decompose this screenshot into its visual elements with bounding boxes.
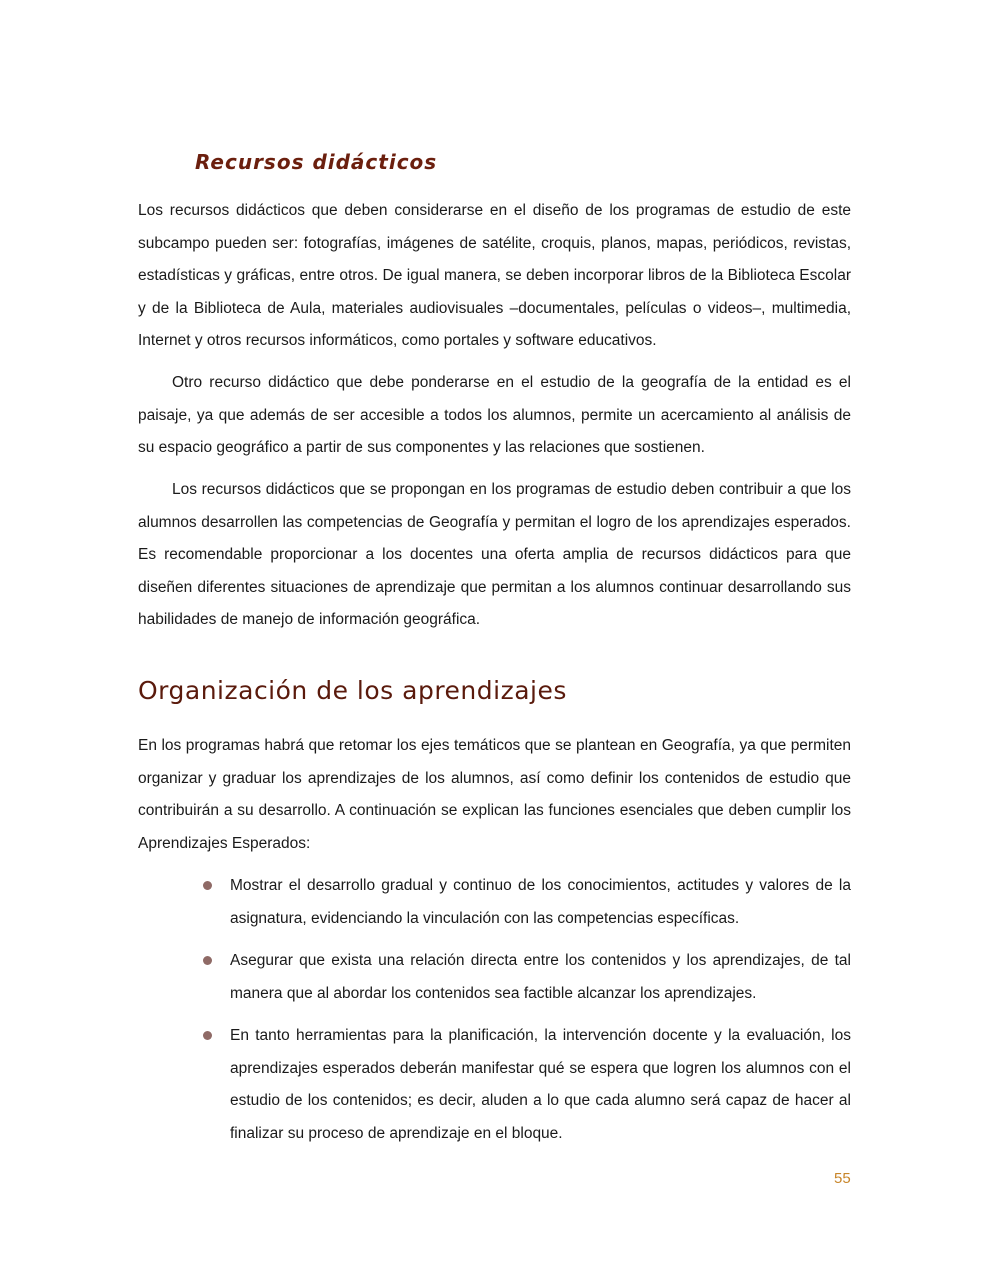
subsection-heading: Recursos didácticos bbox=[195, 150, 438, 174]
bullet-icon bbox=[203, 881, 212, 890]
page-number: 55 bbox=[834, 1170, 851, 1187]
list-item bbox=[230, 1020, 851, 1150]
paragraph-recursos-2: Otro recurso didáctico que debe ponderarse en el estudio de la geografía de la entidad es el paisaje, ya que además de ser accesible a todos los alumnos, permite un acercamiento al análisis de su espacio geográfico a partir de sus componentes y las relaciones que sostienen. bbox=[138, 374, 851, 456]
bullet-icon bbox=[203, 1031, 212, 1040]
list-item bbox=[230, 870, 851, 935]
section-heading: Organización de los aprendizajes bbox=[138, 676, 567, 705]
paragraph-organizacion-intro: En los programas habrá que retomar los ejes temáticos que se plantean en Geografía, ya que permiten organizar y graduar los aprendizajes de los alumnos, así como definir los contenidos de estudio que contribuirán a su desarrollo. A continuación se explican las funciones esenciales que deben cumplir los Aprendizajes Esperados: bbox=[138, 737, 851, 852]
bullet-icon bbox=[203, 956, 212, 965]
list-item bbox=[230, 945, 851, 1010]
bullet-text: Asegurar que exista una relación directa entre los contenidos y los aprendizajes, de tal manera que al abordar los contenidos sea factible alcanzar los aprendizajes. bbox=[230, 952, 851, 1002]
bullet-text: En tanto herramientas para la planificación, la intervención docente y la evaluación, los aprendizajes esperados deberán manifestar qué se espera que logren los alumnos con el estudio de los contenidos; es decir, aluden a lo que cada alumno será capaz de hacer al finalizar su proceso de aprendizaje en el bloque. bbox=[230, 1027, 851, 1142]
paragraph-recursos-3: Los recursos didácticos que se propongan en los programas de estudio deben contribuir a que los alumnos desarrollen las competencias de Geografía y permitan el logro de los aprendizajes esperados. Es recomendable proporcionar a los docentes una oferta amplia de recursos didácticos para que diseñen diferentes situaciones de aprendizaje que permitan a los alumnos continuar desarrollando sus habilidades de manejo de información geográfica. bbox=[138, 481, 851, 628]
bullet-text: Mostrar el desarrollo gradual y continuo de los conocimientos, actitudes y valores de la asignatura, evidenciando la vinculación con las competencias específicas. bbox=[230, 877, 851, 927]
paragraph-recursos-1: Los recursos didácticos que deben considerarse en el diseño de los programas de estudio de este subcampo pueden ser: fotografías, imágenes de satélite, croquis, planos, mapas, periódicos, revistas, estadísticas y gráficas, entre otros. De igual manera, se deben incorporar libros de la Biblioteca Escolar y de la Biblioteca de Aula, materiales audiovisuales –documentales, películas o videos–, multimedia, Internet y otros recursos informáticos, como portales y software educativos. bbox=[138, 202, 851, 349]
